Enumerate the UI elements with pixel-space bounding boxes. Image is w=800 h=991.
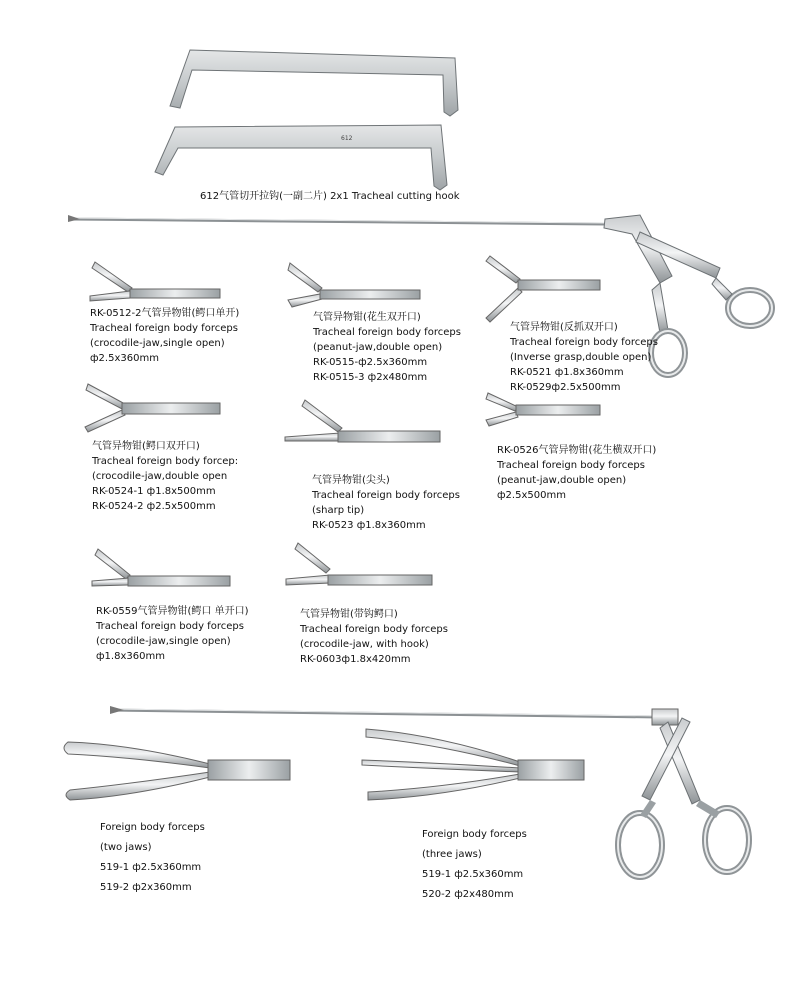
caption-line: 519-1 ф2.5x360mm [422,869,524,880]
caption-line: RK-0603ф1.8x420mm [300,654,411,665]
tip-crocodile-hook [286,543,432,585]
tip-inverse-grasp [486,256,600,322]
caption-rk0526 [497,443,656,503]
tracheal-hook-upper [170,50,458,116]
tip-peanut-transverse [486,393,600,426]
caption-line: (crocodile-jaw,single open) [90,338,225,349]
tip-crocodile-single-2 [92,549,230,586]
caption-line: 520-2 ф2x480mm [422,889,514,900]
caption-line: (peanut-jaw,double open) [497,475,627,486]
caption-line: Tracheal foreign body forceps [90,323,238,334]
tip-peanut-double [288,263,420,307]
caption-rk0523 [312,473,460,533]
caption-rk0559 [96,604,249,664]
tip-crocodile-double [85,384,220,432]
caption-rk0521 [510,320,658,395]
caption-line: RK-0526气管异物钳(花生横双开口) [497,445,657,456]
caption-rk0524 [92,439,238,514]
caption-line: (crocodile-jaw,double open [92,471,228,482]
caption-line: Tracheal foreign body forceps [497,460,645,471]
caption-line: Foreign body forceps [422,829,527,840]
caption-line: RK-0559气管异物钳(鳄口 单开口) [96,606,249,617]
caption-rk0515 [313,310,461,385]
caption-line: RK-0523 ф1.8x360mm [312,520,426,531]
tip-sharp [285,400,440,442]
caption-line: RK-0524-1 ф1.8x500mm [92,486,216,497]
caption-line: ф2.5x500mm [497,490,566,501]
tip-crocodile-single-1 [90,262,220,301]
caption-line: RK-0515-3 ф2x480mm [313,372,428,383]
caption-line: (crocodile-jaw, with hook) [300,639,429,650]
caption-line: Tracheal foreign body forceps [313,327,461,338]
caption-line: ф1.8x360mm [96,651,165,662]
caption-line: 气管异物钳(反抓双开口) [510,322,618,333]
caption-line: 气管异物钳(尖头) [312,475,390,486]
caption-line: RK-0512-2气管异物钳(鳄口单开) [90,308,240,319]
caption-line: 气管异物钳(带钩鳄口) [300,609,398,620]
hook-stamp-text: 612 [341,135,353,142]
caption-line: 气管异物钳(花生双开口) [313,312,421,323]
tip-three-jaws [362,729,584,800]
caption-line: Tracheal foreign body forceps [96,621,244,632]
caption-line: Tracheal foreign body forceps [300,624,448,635]
caption-line: 519-1 ф2.5x360mm [100,862,202,873]
caption-line: RK-0521 ф1.8x360mm [510,367,624,378]
caption-line: Foreign body forceps [100,822,205,833]
tip-two-jaws [64,742,290,800]
caption-line: Tracheal foreign body forceps [312,490,460,501]
caption-line: 519-2 ф2x360mm [100,882,192,893]
caption-line: (peanut-jaw,double open) [313,342,443,353]
tracheal-hook-caption: 612气管切开拉钩(一副二片) 2x1 Tracheal cutting hook [200,191,460,202]
caption-three-jaws [422,825,527,905]
tracheal-hook-lower [155,125,447,190]
caption-line: (Inverse grasp,double open) [510,352,652,363]
caption-line: 气管异物钳(鳄口双开口) [92,441,200,452]
caption-line: Tracheal foreign body forcep: [92,456,239,467]
caption-line: (two jaws) [100,842,152,853]
caption-line: RK-0515-ф2.5x360mm [313,357,428,368]
caption-line: Tracheal foreign body forceps [510,337,658,348]
caption-line: RK-0529ф2.5x500mm [510,382,621,393]
caption-line: (sharp tip) [312,505,365,516]
caption-two-jaws [100,818,205,898]
caption-line: ф2.5x360mm [90,353,159,364]
caption-rk0603 [300,607,448,667]
caption-line: (three jaws) [422,849,482,860]
caption-rk0512-2 [90,306,239,366]
caption-line: (crocodile-jaw,single open) [96,636,231,647]
caption-line: RK-0524-2 ф2.5x500mm [92,501,216,512]
